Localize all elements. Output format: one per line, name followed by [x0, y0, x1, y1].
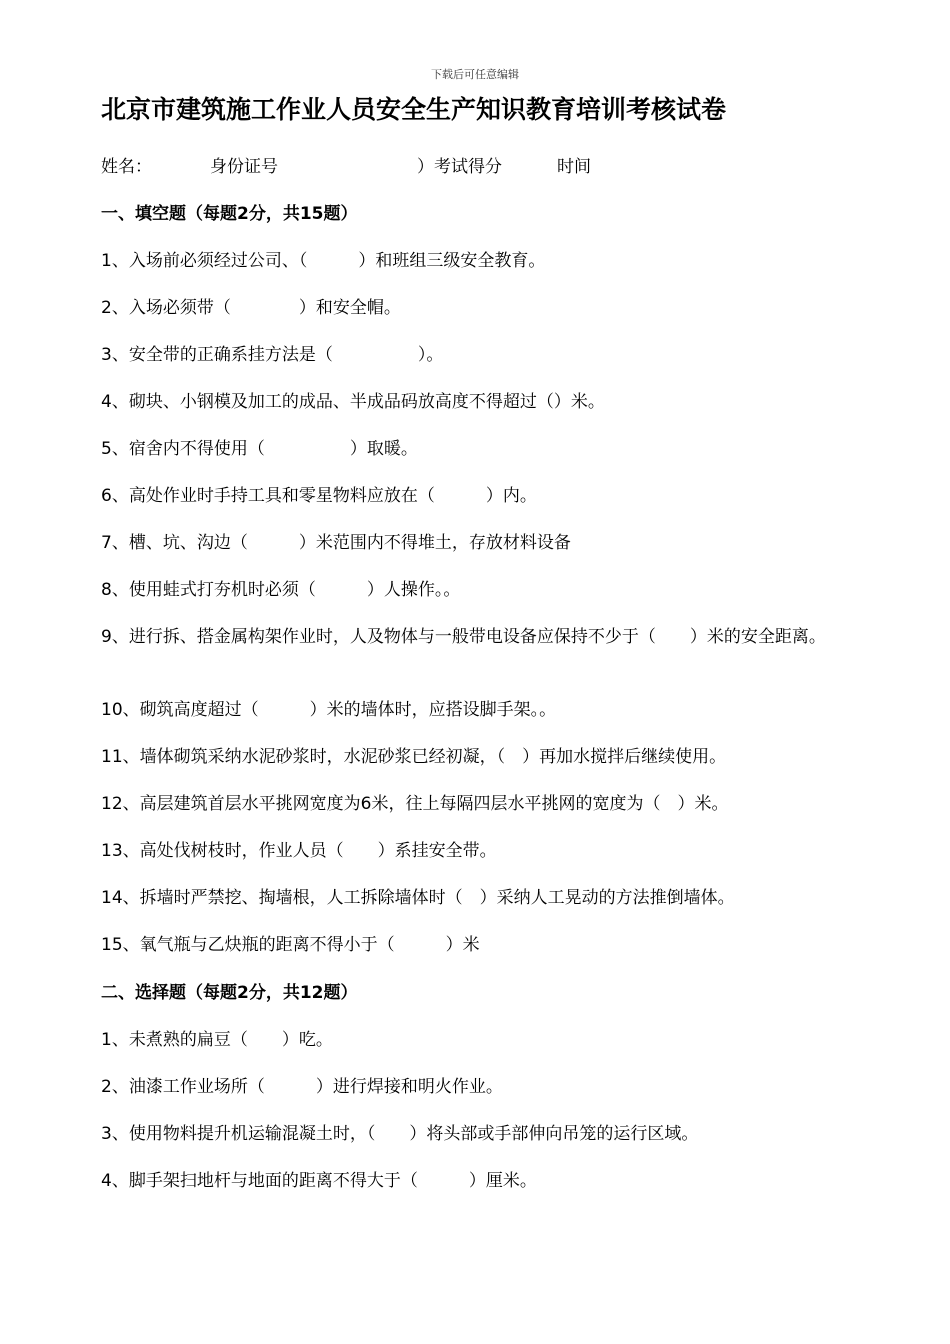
question-item: 4、砌块、小钢模及加工的成品、半成品码放高度不得超过（）米。: [101, 392, 605, 412]
question-item: 14、拆墙时严禁挖、掏墙根，人工拆除墙体时（ ）采纳人工晃动的方法推倒墙体。: [101, 888, 735, 908]
question-item: 9、进行拆、搭金属构架作业时，人及物体与一般带电设备应保持不少于（ ）米的安全距离。: [101, 627, 826, 647]
name-label: 姓名：: [101, 157, 152, 177]
question-item: 7、槽、坑、沟边（ ）米范围内不得堆土，存放材料设备: [101, 533, 571, 553]
page-title: 北京市建筑施工作业人员安全生产知识教育培训考核试卷: [101, 95, 727, 124]
section-heading-fill-blank: 一、填空题（每题2分，共15题）: [101, 204, 358, 224]
question-item: 4、脚手架扫地杆与地面的距离不得大于（ ）厘米。: [101, 1171, 537, 1191]
question-item: 10、砌筑高度超过（ ）米的墙体时，应搭设脚手架。。: [101, 700, 557, 720]
question-item: 8、使用蛙式打夯机时必须（ ）人操作。。: [101, 580, 461, 600]
question-item: 3、安全带的正确系挂方法是（ ）。: [101, 345, 444, 365]
time-label: 时间: [557, 157, 591, 177]
section-heading-multiple-choice: 二、选择题（每题2分，共12题）: [101, 983, 358, 1003]
question-item: 1、入场前必须经过公司、（ ）和班组三级安全教育。: [101, 251, 546, 271]
question-item: 1、未煮熟的扁豆（ ）吃。: [101, 1030, 333, 1050]
question-item: 2、油漆工作业场所（ ）进行焊接和明火作业。: [101, 1077, 503, 1097]
question-item: 3、使用物料提升机运输混凝土时，（ ）将头部或手部伸向吊笼的运行区域。: [101, 1124, 699, 1144]
question-item: 11、墙体砌筑采纳水泥砂浆时，水泥砂浆已经初凝，（ ）再加水搅拌后继续使用。: [101, 747, 727, 767]
exam-header-row: [101, 154, 861, 180]
id-number-label: 身份证号: [210, 157, 278, 177]
question-item: 6、高处作业时手持工具和零星物料应放在（ ）内。: [101, 486, 537, 506]
score-label: ）考试得分: [417, 157, 502, 177]
question-item: 5、宿舍内不得使用（ ）取暖。: [101, 439, 418, 459]
question-item: 12、高层建筑首层水平挑网宽度为6米，往上每隔四层水平挑网的宽度为（ ）米。: [101, 794, 729, 814]
question-item: 13、高处伐树枝时，作业人员（ ）系挂安全带。: [101, 841, 497, 861]
question-item: 15、氧气瓶与乙炔瓶的距离不得小于（ ）米: [101, 935, 480, 955]
question-item: 2、入场必须带（ ）和安全帽。: [101, 298, 401, 318]
watermark-text: 下载后可任意编辑: [431, 68, 519, 81]
